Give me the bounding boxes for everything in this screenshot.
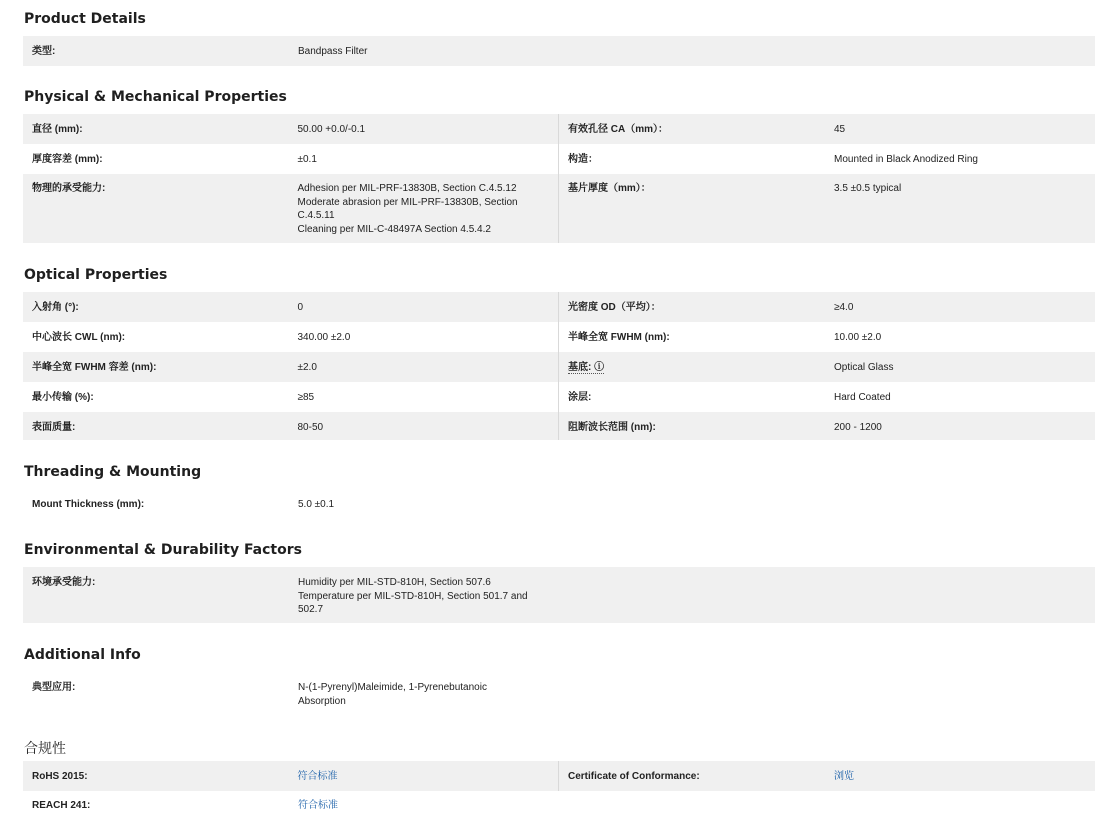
- spec-label: 最小传输 (%):: [32, 392, 94, 403]
- spec-row-type: [23, 36, 1095, 66]
- spec-row: [23, 791, 1095, 821]
- spec-value: 80-50: [297, 422, 324, 433]
- spec-label: 有效孔径 CA（mm）：: [568, 124, 669, 135]
- spec-value: Bandpass Filter: [298, 46, 368, 57]
- spec-value: 3.5 ±0.5 typical: [834, 183, 902, 194]
- spec-value: 200 - 1200: [834, 422, 882, 433]
- spec-label[interactable]: 基底: ⓘ: [568, 362, 605, 373]
- spec-row: [23, 322, 1095, 352]
- spec-label: REACH 241:: [32, 800, 91, 811]
- spec-value-line: Adhesion per MIL-PRF-13830B, Section C.4.5.12: [297, 183, 517, 194]
- spec-value: 50.00 +0.0/-0.1: [297, 124, 366, 135]
- spec-value: 5.0 ±0.1: [298, 499, 335, 510]
- spec-label: Mount Thickness (mm):: [32, 499, 145, 510]
- spec-value-line: Temperature per MIL-STD-810H, Section 501.7 and: [298, 590, 528, 602]
- spec-label: RoHS 2015:: [32, 771, 88, 782]
- spec-row: [23, 292, 1095, 322]
- spec-row: [23, 114, 1095, 144]
- spec-row: [23, 412, 1095, 440]
- reach-compliance-link[interactable]: 符合标准: [298, 800, 338, 811]
- spec-value: ±0.1: [297, 154, 317, 165]
- spec-label: 环境承受能力:: [32, 577, 96, 588]
- spec-value: Hard Coated: [834, 392, 891, 403]
- spec-value-line: C.4.5.11: [297, 210, 335, 221]
- spec-value-line: Cleaning per MIL-C-48497A Section 4.5.4.2: [297, 223, 491, 235]
- rohs-compliance-link[interactable]: 符合标准: [297, 771, 338, 782]
- spec-label: 物理的承受能力:: [32, 183, 106, 194]
- spec-value: [289, 681, 559, 708]
- spec-label: 阻断波长范围 (nm):: [568, 422, 656, 433]
- spec-value: 0: [297, 302, 304, 313]
- section-title-threading: Threading & Mounting: [24, 464, 202, 480]
- section-title-environmental: Environmental & Durability Factors: [24, 542, 302, 558]
- spec-value-line: 502.7: [298, 604, 324, 615]
- spec-value-line: Absorption: [298, 695, 346, 707]
- spec-value-line: Humidity per MIL-STD-810H, Section 507.6: [298, 577, 491, 588]
- spec-row: [23, 144, 1095, 174]
- spec-label: Certificate of Conformance:: [568, 771, 700, 782]
- spec-value: Optical Glass: [834, 362, 894, 373]
- spec-label: 构造：: [568, 154, 598, 165]
- spec-label: 典型应用:: [32, 682, 76, 693]
- spec-row: [23, 761, 1095, 791]
- spec-row: [23, 382, 1095, 412]
- spec-label: 半峰全宽 FWHM 容差 (nm):: [32, 362, 157, 373]
- section-title-compliance: 合规性: [24, 741, 66, 757]
- spec-value: 10.00 ±2.0: [834, 332, 882, 343]
- section-title-optical: Optical Properties: [24, 267, 168, 283]
- spec-row: [23, 352, 1095, 382]
- spec-label: 类型:: [32, 46, 56, 57]
- spec-value-line: N-(1-Pyrenyl)Maleimide, 1-Pyrenebutanoic: [298, 682, 487, 693]
- spec-value: Mounted in Black Anodized Ring: [834, 154, 978, 165]
- spec-value: ≥85: [297, 392, 315, 403]
- section-title-physical: Physical & Mechanical Properties: [24, 89, 287, 105]
- spec-label: 直径 (mm):: [32, 124, 83, 135]
- spec-label: 半峰全宽 FWHM (nm):: [568, 332, 670, 343]
- spec-row: [23, 174, 1095, 243]
- spec-value: ≥4.0: [834, 302, 854, 313]
- spec-label: 中心波长 CWL (nm):: [32, 332, 126, 343]
- spec-value: ±2.0: [297, 362, 317, 373]
- spec-label: 厚度容差 (mm):: [32, 154, 103, 165]
- spec-label: 涂层:: [568, 392, 592, 403]
- spec-label: 表面质量:: [32, 422, 76, 433]
- substrate-label-info-tooltip[interactable]: [559, 361, 825, 382]
- spec-value: 340.00 ±2.0: [297, 332, 351, 343]
- spec-value: 45: [834, 124, 846, 135]
- section-title-product-details: Product Details: [24, 11, 146, 27]
- spec-label: 基片厚度（mm）：: [568, 183, 651, 194]
- spec-label: 入射角 (°):: [32, 302, 79, 313]
- spec-row: [23, 489, 1095, 519]
- spec-value-line: Moderate abrasion per MIL-PRF-13830B, Section: [297, 196, 518, 208]
- spec-row: [23, 672, 1095, 712]
- certificate-view-link[interactable]: 浏览: [834, 771, 854, 782]
- spec-label: 光密度 OD（平均）：: [568, 302, 661, 313]
- section-title-additional: Additional Info: [24, 647, 141, 663]
- spec-value: [289, 182, 559, 243]
- spec-row: [23, 567, 1095, 623]
- spec-value: [289, 576, 559, 617]
